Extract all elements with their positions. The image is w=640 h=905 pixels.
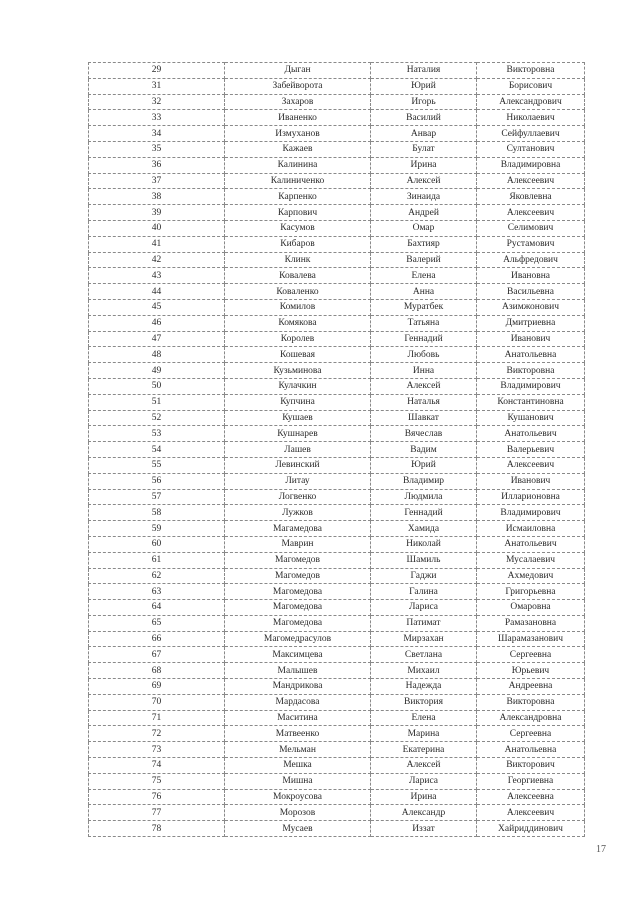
last-name-cell: Коваленко bbox=[225, 284, 371, 300]
patronymic-cell: Алексеевич bbox=[477, 805, 585, 821]
row-number-cell: 43 bbox=[89, 268, 225, 284]
last-name-cell: Литау bbox=[225, 473, 371, 489]
last-name-cell: Королев bbox=[225, 331, 371, 347]
last-name-cell: Комякова bbox=[225, 315, 371, 331]
table-row bbox=[89, 647, 585, 663]
table-row bbox=[89, 284, 585, 300]
first-name-cell: Наталия bbox=[371, 63, 477, 79]
patronymic-cell: Иванович bbox=[477, 473, 585, 489]
last-name-cell: Маситина bbox=[225, 710, 371, 726]
patronymic-cell: Шарамазанович bbox=[477, 631, 585, 647]
table-row bbox=[89, 173, 585, 189]
patronymic-cell: Андреевна bbox=[477, 679, 585, 695]
last-name-cell: Левинский bbox=[225, 457, 371, 473]
row-number-cell: 39 bbox=[89, 205, 225, 221]
last-name-cell: Кулачкин bbox=[225, 378, 371, 394]
first-name-cell: Инна bbox=[371, 363, 477, 379]
patronymic-cell: Алексеевич bbox=[477, 173, 585, 189]
last-name-cell: Малышев bbox=[225, 663, 371, 679]
row-number-cell: 65 bbox=[89, 615, 225, 631]
last-name-cell: Лашев bbox=[225, 442, 371, 458]
table-row bbox=[89, 631, 585, 647]
row-number-cell: 72 bbox=[89, 726, 225, 742]
table-row bbox=[89, 457, 585, 473]
table-row bbox=[89, 789, 585, 805]
names-table-body bbox=[89, 63, 585, 837]
table-row bbox=[89, 821, 585, 837]
table-row bbox=[89, 410, 585, 426]
last-name-cell: Максимцева bbox=[225, 647, 371, 663]
first-name-cell: Гаджи bbox=[371, 568, 477, 584]
last-name-cell: Кажаев bbox=[225, 141, 371, 157]
table-row bbox=[89, 742, 585, 758]
first-name-cell: Иззат bbox=[371, 821, 477, 837]
patronymic-cell: Анатольевна bbox=[477, 742, 585, 758]
first-name-cell: Мирзахан bbox=[371, 631, 477, 647]
patronymic-cell: Сейфуллаевич bbox=[477, 126, 585, 142]
last-name-cell: Магомедрасулов bbox=[225, 631, 371, 647]
row-number-cell: 31 bbox=[89, 78, 225, 94]
row-number-cell: 59 bbox=[89, 521, 225, 537]
table-row bbox=[89, 489, 585, 505]
row-number-cell: 61 bbox=[89, 552, 225, 568]
patronymic-cell: Алексеевич bbox=[477, 457, 585, 473]
last-name-cell: Измуханов bbox=[225, 126, 371, 142]
table-row bbox=[89, 220, 585, 236]
last-name-cell: Захаров bbox=[225, 94, 371, 110]
first-name-cell: Алексей bbox=[371, 378, 477, 394]
patronymic-cell: Викторовна bbox=[477, 363, 585, 379]
first-name-cell: Елена bbox=[371, 268, 477, 284]
last-name-cell: Калиниченко bbox=[225, 173, 371, 189]
first-name-cell: Геннадий bbox=[371, 505, 477, 521]
page-number: 17 bbox=[596, 844, 606, 855]
last-name-cell: Комилов bbox=[225, 299, 371, 315]
first-name-cell: Вячеслав bbox=[371, 426, 477, 442]
first-name-cell: Татьяна bbox=[371, 315, 477, 331]
patronymic-cell: Омаровна bbox=[477, 600, 585, 616]
row-number-cell: 52 bbox=[89, 410, 225, 426]
first-name-cell: Патимат bbox=[371, 615, 477, 631]
patronymic-cell: Султанович bbox=[477, 141, 585, 157]
last-name-cell: Магомедова bbox=[225, 615, 371, 631]
patronymic-cell: Иванович bbox=[477, 331, 585, 347]
table-row bbox=[89, 710, 585, 726]
patronymic-cell: Мусалаевич bbox=[477, 552, 585, 568]
last-name-cell: Морозов bbox=[225, 805, 371, 821]
row-number-cell: 78 bbox=[89, 821, 225, 837]
row-number-cell: 74 bbox=[89, 758, 225, 774]
patronymic-cell: Александрович bbox=[477, 94, 585, 110]
row-number-cell: 42 bbox=[89, 252, 225, 268]
row-number-cell: 71 bbox=[89, 710, 225, 726]
first-name-cell: Юрий bbox=[371, 457, 477, 473]
last-name-cell: Мишна bbox=[225, 773, 371, 789]
row-number-cell: 41 bbox=[89, 236, 225, 252]
table-row bbox=[89, 679, 585, 695]
table-row bbox=[89, 236, 585, 252]
first-name-cell: Александр bbox=[371, 805, 477, 821]
last-name-cell: Лужков bbox=[225, 505, 371, 521]
row-number-cell: 48 bbox=[89, 347, 225, 363]
patronymic-cell: Алексеевна bbox=[477, 789, 585, 805]
patronymic-cell: Яковлевна bbox=[477, 189, 585, 205]
table-row bbox=[89, 378, 585, 394]
row-number-cell: 67 bbox=[89, 647, 225, 663]
patronymic-cell: Рустамович bbox=[477, 236, 585, 252]
patronymic-cell: Викторовна bbox=[477, 63, 585, 79]
table-row bbox=[89, 773, 585, 789]
first-name-cell: Шамиль bbox=[371, 552, 477, 568]
table-row bbox=[89, 110, 585, 126]
row-number-cell: 77 bbox=[89, 805, 225, 821]
patronymic-cell: Валерьевич bbox=[477, 442, 585, 458]
patronymic-cell: Владимировна bbox=[477, 157, 585, 173]
first-name-cell: Игорь bbox=[371, 94, 477, 110]
row-number-cell: 51 bbox=[89, 394, 225, 410]
patronymic-cell: Дмитриевна bbox=[477, 315, 585, 331]
row-number-cell: 70 bbox=[89, 694, 225, 710]
table-row bbox=[89, 805, 585, 821]
row-number-cell: 54 bbox=[89, 442, 225, 458]
last-name-cell: Ковалева bbox=[225, 268, 371, 284]
patronymic-cell: Борисович bbox=[477, 78, 585, 94]
table-row bbox=[89, 663, 585, 679]
table-row bbox=[89, 126, 585, 142]
row-number-cell: 68 bbox=[89, 663, 225, 679]
first-name-cell: Василий bbox=[371, 110, 477, 126]
table-row bbox=[89, 584, 585, 600]
patronymic-cell: Алексеевич bbox=[477, 205, 585, 221]
last-name-cell: Маврин bbox=[225, 536, 371, 552]
first-name-cell: Николай bbox=[371, 536, 477, 552]
first-name-cell: Ирина bbox=[371, 157, 477, 173]
row-number-cell: 47 bbox=[89, 331, 225, 347]
patronymic-cell: Васильевна bbox=[477, 284, 585, 300]
last-name-cell: Кузьминова bbox=[225, 363, 371, 379]
table-row bbox=[89, 94, 585, 110]
table-row bbox=[89, 521, 585, 537]
patronymic-cell: Григорьевна bbox=[477, 584, 585, 600]
patronymic-cell: Анатольевна bbox=[477, 347, 585, 363]
table-row bbox=[89, 63, 585, 79]
last-name-cell: Мандрикова bbox=[225, 679, 371, 695]
table-row bbox=[89, 442, 585, 458]
patronymic-cell: Владимирович bbox=[477, 378, 585, 394]
row-number-cell: 35 bbox=[89, 141, 225, 157]
last-name-cell: Кушаев bbox=[225, 410, 371, 426]
row-number-cell: 56 bbox=[89, 473, 225, 489]
last-name-cell: Иваненко bbox=[225, 110, 371, 126]
last-name-cell: Клинк bbox=[225, 252, 371, 268]
last-name-cell: Мусаев bbox=[225, 821, 371, 837]
first-name-cell: Светлана bbox=[371, 647, 477, 663]
patronymic-cell: Хайриддинович bbox=[477, 821, 585, 837]
table-row bbox=[89, 694, 585, 710]
last-name-cell: Логвенко bbox=[225, 489, 371, 505]
last-name-cell: Кибаров bbox=[225, 236, 371, 252]
row-number-cell: 76 bbox=[89, 789, 225, 805]
table-row bbox=[89, 505, 585, 521]
first-name-cell: Муратбек bbox=[371, 299, 477, 315]
row-number-cell: 32 bbox=[89, 94, 225, 110]
first-name-cell: Хамида bbox=[371, 521, 477, 537]
row-number-cell: 37 bbox=[89, 173, 225, 189]
patronymic-cell: Викторович bbox=[477, 758, 585, 774]
patronymic-cell: Константиновна bbox=[477, 394, 585, 410]
first-name-cell: Людмила bbox=[371, 489, 477, 505]
first-name-cell: Алексей bbox=[371, 758, 477, 774]
patronymic-cell: Георгиевна bbox=[477, 773, 585, 789]
patronymic-cell: Ахмедович bbox=[477, 568, 585, 584]
last-name-cell: Дыган bbox=[225, 63, 371, 79]
last-name-cell: Матвеенко bbox=[225, 726, 371, 742]
first-name-cell: Владимир bbox=[371, 473, 477, 489]
first-name-cell: Шавкат bbox=[371, 410, 477, 426]
row-number-cell: 75 bbox=[89, 773, 225, 789]
last-name-cell: Кошевая bbox=[225, 347, 371, 363]
last-name-cell: Мокроусова bbox=[225, 789, 371, 805]
row-number-cell: 66 bbox=[89, 631, 225, 647]
table-row bbox=[89, 78, 585, 94]
first-name-cell: Валерий bbox=[371, 252, 477, 268]
table-row bbox=[89, 189, 585, 205]
first-name-cell: Ирина bbox=[371, 789, 477, 805]
table-row bbox=[89, 615, 585, 631]
table-row bbox=[89, 299, 585, 315]
row-number-cell: 55 bbox=[89, 457, 225, 473]
patronymic-cell: Рамазановна bbox=[477, 615, 585, 631]
row-number-cell: 33 bbox=[89, 110, 225, 126]
table-row bbox=[89, 552, 585, 568]
last-name-cell: Калинина bbox=[225, 157, 371, 173]
first-name-cell: Наталья bbox=[371, 394, 477, 410]
table-row bbox=[89, 268, 585, 284]
last-name-cell: Касумов bbox=[225, 220, 371, 236]
first-name-cell: Лариса bbox=[371, 600, 477, 616]
patronymic-cell: Альфредович bbox=[477, 252, 585, 268]
table-row bbox=[89, 157, 585, 173]
first-name-cell: Любовь bbox=[371, 347, 477, 363]
patronymic-cell: Селимович bbox=[477, 220, 585, 236]
last-name-cell: Кушнарев bbox=[225, 426, 371, 442]
patronymic-cell: Анатольевич bbox=[477, 536, 585, 552]
table-row bbox=[89, 252, 585, 268]
first-name-cell: Анна bbox=[371, 284, 477, 300]
last-name-cell: Мешка bbox=[225, 758, 371, 774]
table-row bbox=[89, 141, 585, 157]
patronymic-cell: Николаевич bbox=[477, 110, 585, 126]
first-name-cell: Марина bbox=[371, 726, 477, 742]
first-name-cell: Надежда bbox=[371, 679, 477, 695]
row-number-cell: 38 bbox=[89, 189, 225, 205]
first-name-cell: Лариса bbox=[371, 773, 477, 789]
first-name-cell: Анвар bbox=[371, 126, 477, 142]
first-name-cell: Екатерина bbox=[371, 742, 477, 758]
first-name-cell: Булат bbox=[371, 141, 477, 157]
row-number-cell: 40 bbox=[89, 220, 225, 236]
row-number-cell: 49 bbox=[89, 363, 225, 379]
names-table bbox=[88, 62, 585, 837]
patronymic-cell: Юрьевич bbox=[477, 663, 585, 679]
last-name-cell: Магомедов bbox=[225, 552, 371, 568]
row-number-cell: 50 bbox=[89, 378, 225, 394]
last-name-cell: Магомедов bbox=[225, 568, 371, 584]
first-name-cell: Зинаида bbox=[371, 189, 477, 205]
table-row bbox=[89, 536, 585, 552]
patronymic-cell: Ивановна bbox=[477, 268, 585, 284]
row-number-cell: 34 bbox=[89, 126, 225, 142]
last-name-cell: Магамедова bbox=[225, 521, 371, 537]
first-name-cell: Михаил bbox=[371, 663, 477, 679]
table-row bbox=[89, 568, 585, 584]
last-name-cell: Карпенко bbox=[225, 189, 371, 205]
patronymic-cell: Сергеевна bbox=[477, 726, 585, 742]
table-row bbox=[89, 726, 585, 742]
row-number-cell: 69 bbox=[89, 679, 225, 695]
table-row bbox=[89, 600, 585, 616]
first-name-cell: Вадим bbox=[371, 442, 477, 458]
first-name-cell: Алексей bbox=[371, 173, 477, 189]
patronymic-cell: Александровна bbox=[477, 710, 585, 726]
first-name-cell: Юрий bbox=[371, 78, 477, 94]
row-number-cell: 63 bbox=[89, 584, 225, 600]
row-number-cell: 73 bbox=[89, 742, 225, 758]
last-name-cell: Мардасова bbox=[225, 694, 371, 710]
row-number-cell: 57 bbox=[89, 489, 225, 505]
table-row bbox=[89, 315, 585, 331]
first-name-cell: Виктория bbox=[371, 694, 477, 710]
last-name-cell: Забейворота bbox=[225, 78, 371, 94]
row-number-cell: 60 bbox=[89, 536, 225, 552]
table-row bbox=[89, 205, 585, 221]
row-number-cell: 29 bbox=[89, 63, 225, 79]
patronymic-cell: Сергеевна bbox=[477, 647, 585, 663]
last-name-cell: Мельман bbox=[225, 742, 371, 758]
table-row bbox=[89, 426, 585, 442]
patronymic-cell: Исмаиловна bbox=[477, 521, 585, 537]
last-name-cell: Магомедова bbox=[225, 584, 371, 600]
row-number-cell: 45 bbox=[89, 299, 225, 315]
table-row bbox=[89, 331, 585, 347]
first-name-cell: Елена bbox=[371, 710, 477, 726]
row-number-cell: 36 bbox=[89, 157, 225, 173]
patronymic-cell: Владимирович bbox=[477, 505, 585, 521]
patronymic-cell: Илларионовна bbox=[477, 489, 585, 505]
table-row bbox=[89, 347, 585, 363]
patronymic-cell: Кушанович bbox=[477, 410, 585, 426]
last-name-cell: Магомедова bbox=[225, 600, 371, 616]
first-name-cell: Омар bbox=[371, 220, 477, 236]
last-name-cell: Купчина bbox=[225, 394, 371, 410]
row-number-cell: 46 bbox=[89, 315, 225, 331]
table-row bbox=[89, 758, 585, 774]
row-number-cell: 58 bbox=[89, 505, 225, 521]
row-number-cell: 64 bbox=[89, 600, 225, 616]
patronymic-cell: Викторовна bbox=[477, 694, 585, 710]
patronymic-cell: Азимжонович bbox=[477, 299, 585, 315]
last-name-cell: Карпович bbox=[225, 205, 371, 221]
table-row bbox=[89, 394, 585, 410]
first-name-cell: Галина bbox=[371, 584, 477, 600]
first-name-cell: Андрей bbox=[371, 205, 477, 221]
row-number-cell: 53 bbox=[89, 426, 225, 442]
table-row bbox=[89, 363, 585, 379]
row-number-cell: 44 bbox=[89, 284, 225, 300]
patronymic-cell: Анатольевич bbox=[477, 426, 585, 442]
first-name-cell: Бахтияр bbox=[371, 236, 477, 252]
table-row bbox=[89, 473, 585, 489]
first-name-cell: Геннадий bbox=[371, 331, 477, 347]
row-number-cell: 62 bbox=[89, 568, 225, 584]
